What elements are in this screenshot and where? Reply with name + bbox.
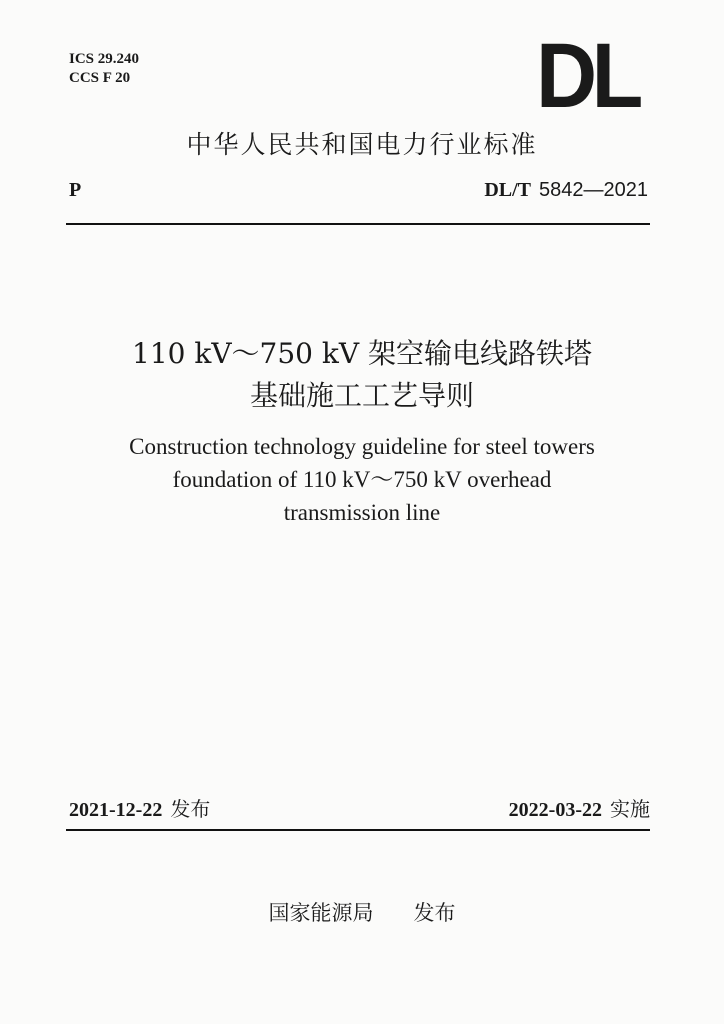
chinese-title-line-1: 110 kV～750 kV 架空输电线路铁塔 (132, 337, 592, 370)
implement-date: 2022-03-22 (508, 799, 602, 821)
issue-date: 2021-12-22 (69, 799, 163, 821)
implement-date-row (509, 793, 650, 822)
english-title-line-1: Construction technology guideline for steel towers (129, 434, 595, 459)
issue-label: 发布 (170, 797, 211, 821)
standard-number (484, 179, 648, 202)
standard-code: 5842—2021 (539, 179, 648, 201)
publisher (0, 897, 724, 927)
standard-prefix: DL/T (484, 179, 532, 201)
publisher-name: 国家能源局 (268, 901, 374, 925)
chinese-title (0, 333, 724, 417)
implement-label: 实施 (610, 797, 650, 821)
ics-code: ICS 29.240 (69, 51, 140, 67)
standard-codes (69, 50, 139, 88)
issue-date-row (69, 793, 210, 822)
publisher-action: 发布 (413, 901, 456, 925)
ccs-code: CCS F 20 (69, 70, 131, 86)
organization-title: 中华人民共和国电力行业标准 (186, 130, 538, 159)
english-title (0, 430, 724, 529)
top-divider (66, 223, 650, 225)
english-title-line-2: foundation of 110 kV～750 kV overhead (172, 467, 552, 492)
bottom-divider (66, 829, 650, 831)
english-title-line-3: transmission line (283, 500, 441, 525)
dl-logo: DL (536, 25, 638, 127)
chinese-title-line-2: 基础施工工艺导则 (249, 379, 474, 412)
category-code: P (69, 179, 82, 201)
